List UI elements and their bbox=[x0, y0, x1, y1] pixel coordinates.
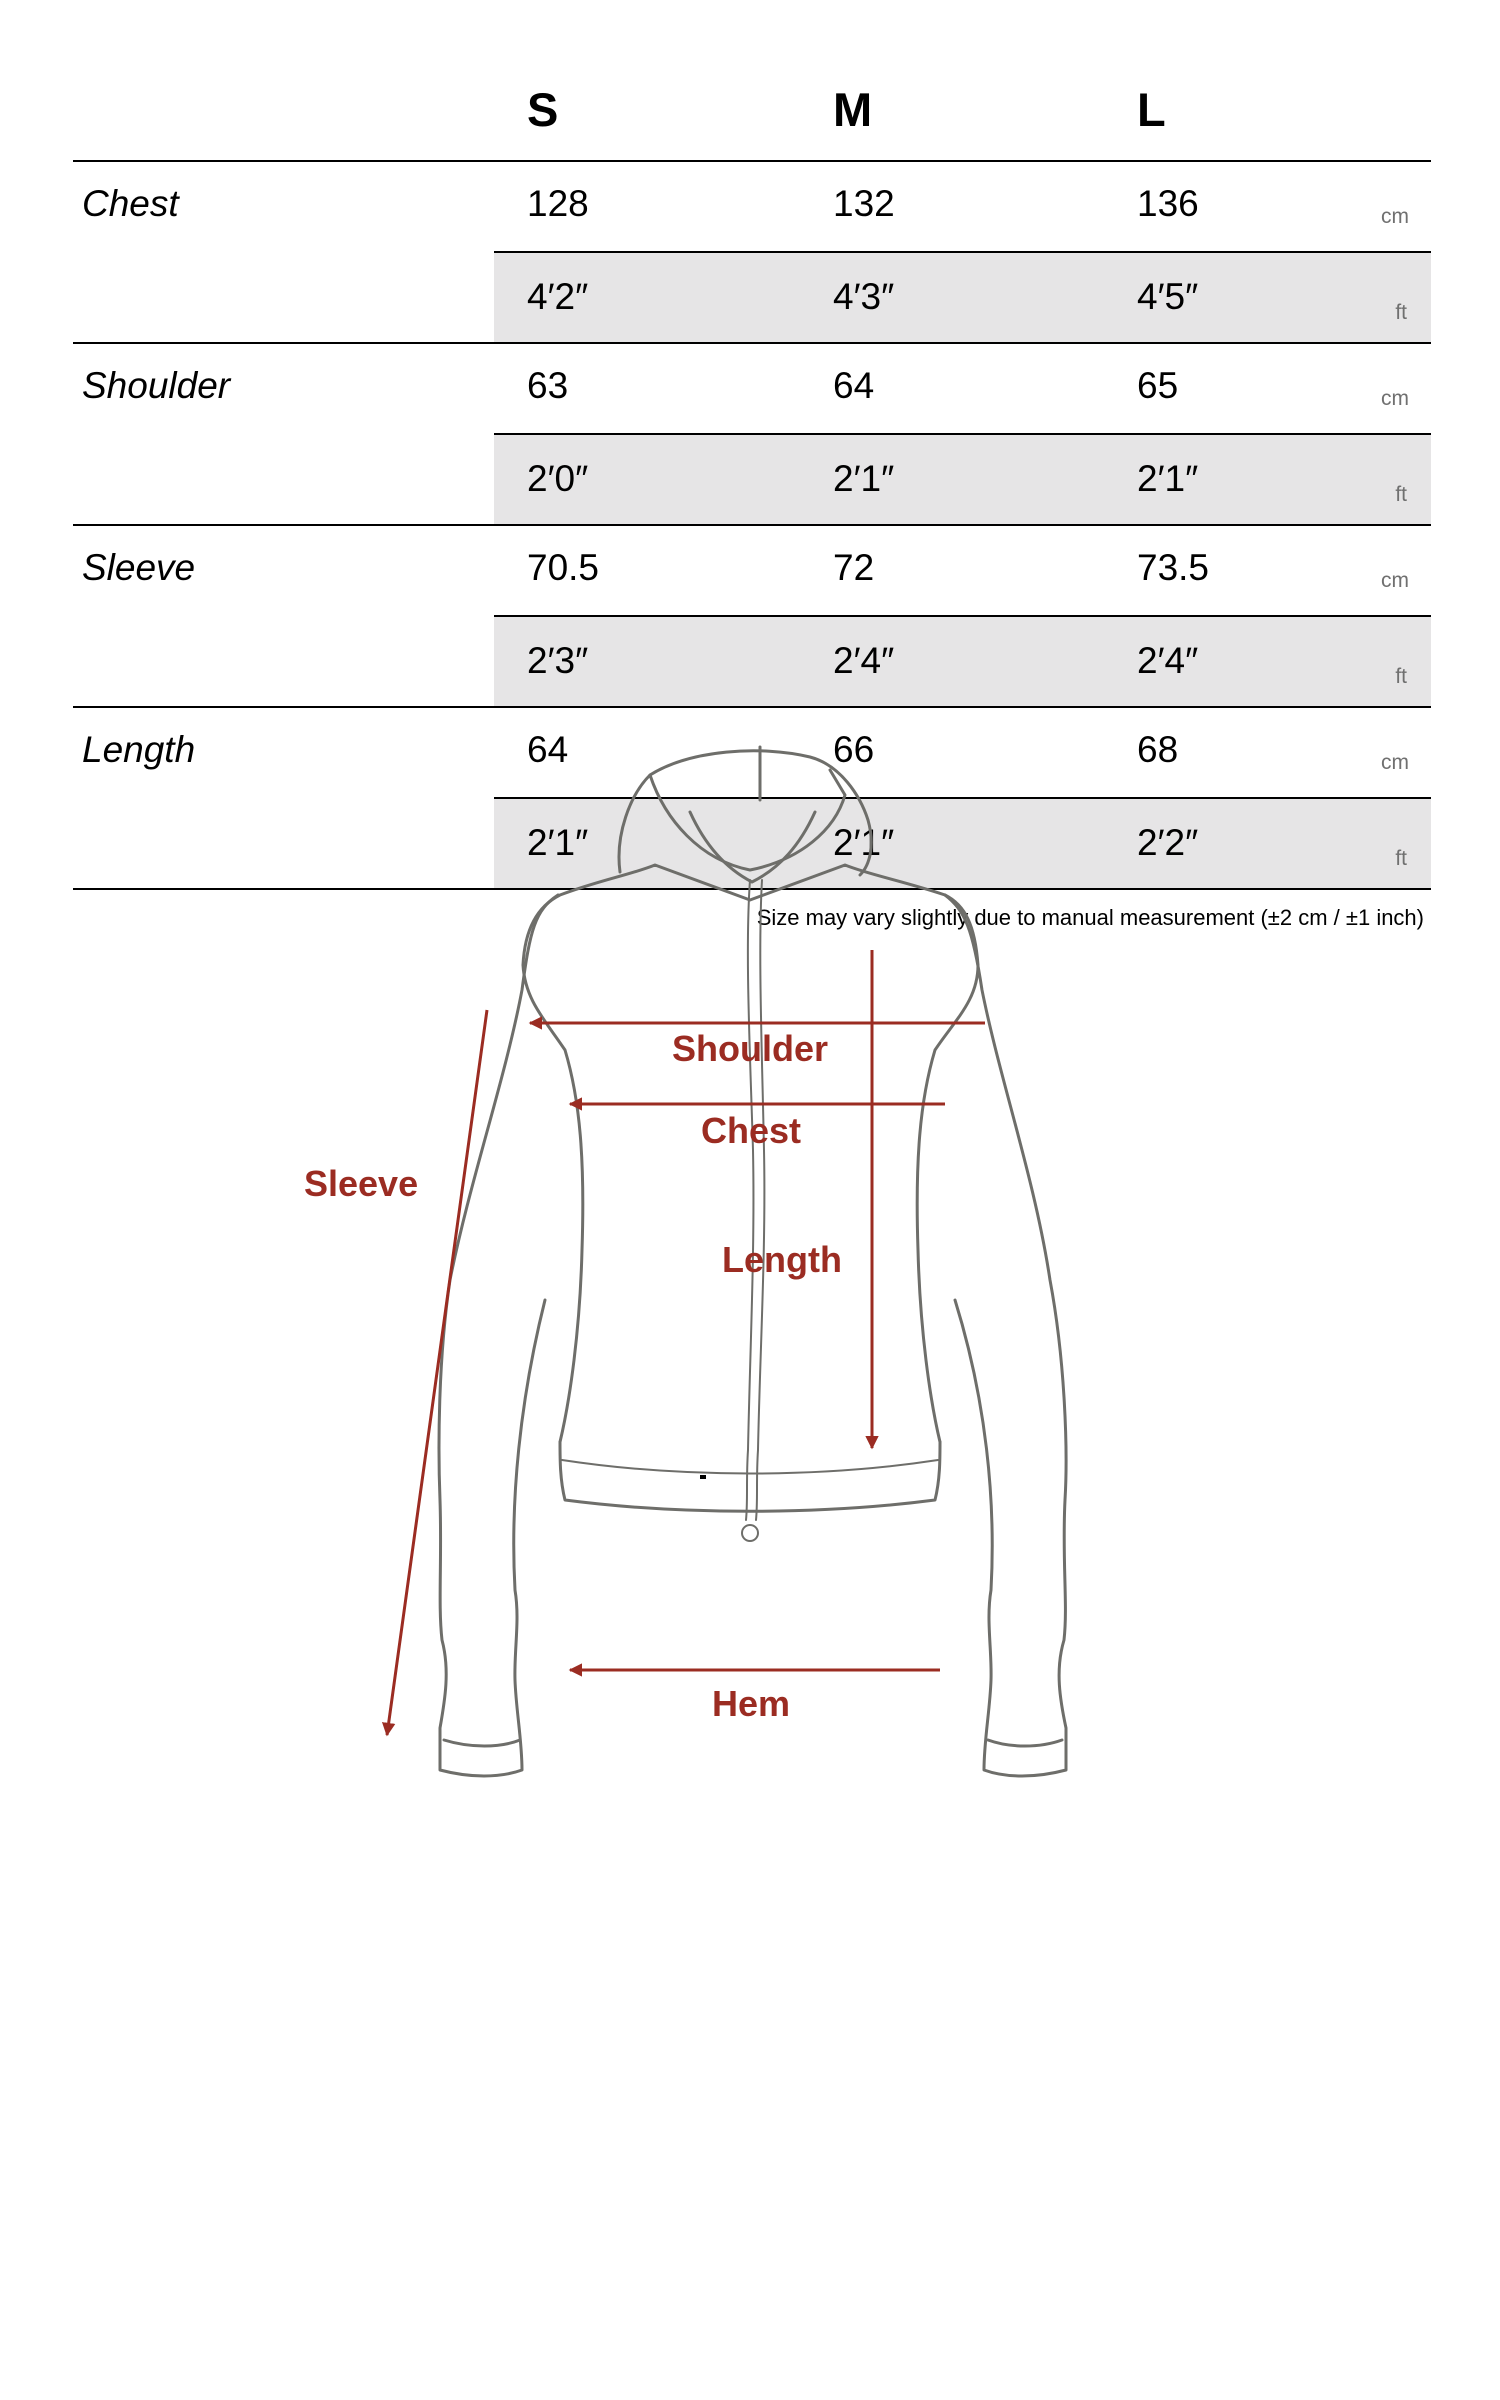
measurement-label: Sleeve bbox=[82, 547, 196, 588]
cell-l-cm: 73.5 bbox=[1137, 547, 1210, 588]
cell-s-cm: 128 bbox=[527, 183, 589, 224]
size-header-l: L bbox=[1137, 83, 1166, 136]
cell-m-cm: 66 bbox=[833, 729, 875, 770]
unit-ft: ft bbox=[1395, 847, 1407, 870]
cell-l-cm: 136 bbox=[1137, 183, 1199, 224]
hoodie-neckline bbox=[690, 812, 815, 882]
unit-ft: ft bbox=[1395, 665, 1407, 688]
zipper-pull-icon bbox=[742, 1525, 758, 1541]
hoodie-label-tag bbox=[700, 1475, 706, 1479]
unit-cm: cm bbox=[1381, 387, 1409, 410]
cell-s-ft: 2′3″ bbox=[527, 640, 589, 681]
size-header-s: S bbox=[527, 83, 559, 136]
measurement-label: Shoulder bbox=[82, 365, 231, 406]
hoodie-right-sleeve bbox=[945, 895, 1066, 1776]
hoodie-right-cuff bbox=[988, 1740, 1062, 1746]
cell-s-cm: 63 bbox=[527, 365, 569, 406]
length-label: Length bbox=[722, 1239, 842, 1280]
cell-m-cm: 72 bbox=[833, 547, 875, 588]
cell-l-ft: 2′1″ bbox=[1137, 458, 1199, 499]
sleeve-arrow bbox=[387, 1010, 487, 1735]
hoodie-zipper-right bbox=[756, 880, 764, 1520]
cell-s-cm: 64 bbox=[527, 729, 569, 770]
unit-ft: ft bbox=[1395, 483, 1407, 506]
shoulder-label: Shoulder bbox=[672, 1028, 829, 1069]
hem-label: Hem bbox=[712, 1683, 791, 1724]
cell-s-ft: 2′0″ bbox=[527, 458, 589, 499]
measurement-label: Chest bbox=[82, 183, 179, 224]
hoodie-waistband bbox=[560, 1442, 940, 1511]
size-header-m: M bbox=[833, 83, 873, 136]
cell-s-cm: 70.5 bbox=[527, 547, 600, 588]
cell-l-ft: 2′2″ bbox=[1137, 822, 1199, 863]
hoodie-waistband-seam bbox=[562, 1460, 938, 1474]
unit-cm: cm bbox=[1381, 569, 1409, 592]
cell-l-ft: 2′4″ bbox=[1137, 640, 1199, 681]
cell-m-ft: 2′1″ bbox=[833, 458, 895, 499]
unit-ft: ft bbox=[1395, 301, 1407, 324]
cell-m-ft: 2′1″ bbox=[833, 822, 895, 863]
hoodie-zipper bbox=[746, 880, 753, 1520]
cell-l-cm: 68 bbox=[1137, 729, 1179, 770]
cell-l-ft: 4′5″ bbox=[1137, 276, 1199, 317]
hoodie-hood-inner bbox=[650, 770, 845, 870]
sleeve-label: Sleeve bbox=[304, 1163, 419, 1204]
hoodie-left-sleeve bbox=[439, 895, 558, 1776]
cell-m-ft: 4′3″ bbox=[833, 276, 895, 317]
cell-s-ft: 2′1″ bbox=[527, 822, 589, 863]
hoodie-left-cuff bbox=[444, 1740, 520, 1746]
cell-m-cm: 132 bbox=[833, 183, 895, 224]
chest-label: Chest bbox=[701, 1110, 802, 1151]
cell-s-ft: 4′2″ bbox=[527, 276, 589, 317]
hoodie-hood bbox=[619, 751, 871, 875]
measurement-label: Length bbox=[82, 729, 196, 770]
cell-l-cm: 65 bbox=[1137, 365, 1179, 406]
cell-m-ft: 2′4″ bbox=[833, 640, 895, 681]
unit-cm: cm bbox=[1381, 751, 1409, 774]
measurement-note: Size may vary slightly due to manual measurement (±2 cm / ±1 inch) bbox=[756, 905, 1424, 930]
cell-m-cm: 64 bbox=[833, 365, 875, 406]
unit-cm: cm bbox=[1381, 205, 1409, 228]
